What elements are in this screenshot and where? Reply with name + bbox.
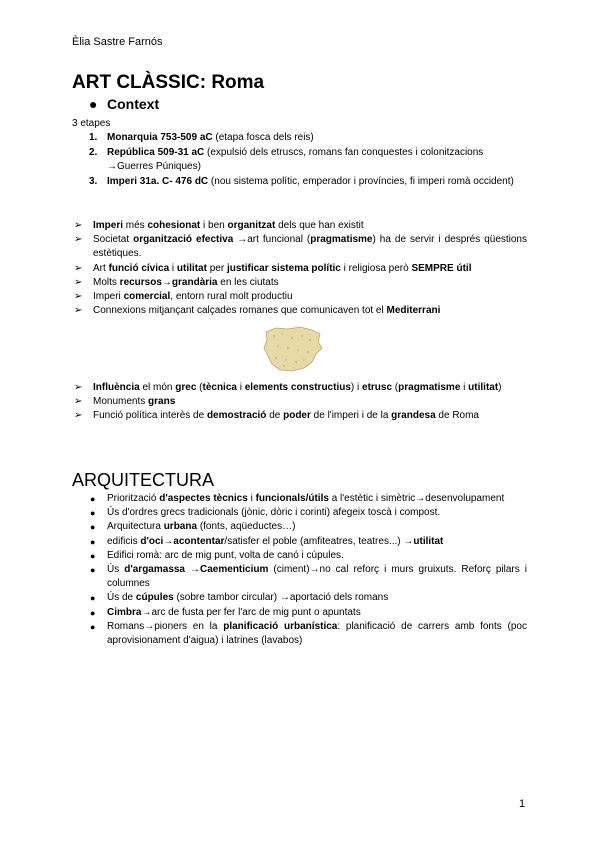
bold-text: grec	[175, 382, 197, 393]
text: Ús d'ordres grecs tradicionals (jònic, dòric i corinti) afegeix toscà i compost.	[107, 507, 441, 519]
list-item	[90, 535, 527, 549]
arrow-bullet-icon: ➢	[74, 305, 83, 317]
bold-text: grandesa	[391, 410, 436, 422]
bold-text: grans	[148, 396, 176, 408]
text: Imperi	[93, 291, 124, 303]
list-number: 2.	[89, 147, 98, 158]
text: Societat	[93, 234, 134, 246]
text: el món	[139, 382, 176, 393]
period-name: República 509-31 aC	[107, 147, 205, 158]
bold-text: recursos→grandària	[119, 276, 218, 288]
bullet-icon: ●	[90, 536, 96, 547]
bold-text: demostració	[206, 410, 267, 422]
text: →art funcional (	[233, 234, 311, 246]
text: Connexions mitjançant calçades romanes que comunicaven tot el	[93, 305, 387, 317]
periods-list	[89, 131, 527, 190]
bold-text: SEMPRE útil	[411, 262, 472, 274]
text: de	[266, 410, 284, 422]
list-item	[74, 409, 527, 423]
arrow-bullet-icon: ➢	[74, 276, 83, 288]
bold-text: Influència	[93, 382, 140, 393]
bold-text: tècnica	[202, 382, 237, 393]
arrow-bullet-icon: ➢	[74, 220, 83, 231]
list-item	[74, 276, 527, 290]
period-item	[89, 175, 527, 189]
text: a l'estètic i simètric→desenvolupament	[328, 493, 505, 504]
bullet-icon: ●	[90, 494, 96, 504]
list-item	[90, 591, 527, 605]
list-item	[74, 304, 527, 318]
bold-text: pragmatisme	[310, 234, 373, 246]
bold-text: funció cívica	[108, 262, 170, 274]
bold-text: utilitat	[413, 535, 444, 547]
bullet-icon: ●	[90, 565, 96, 576]
bullet-icon: ●	[90, 550, 96, 561]
list-item	[90, 492, 527, 506]
period-description: (nou sistema polític, emperador i províncies, fi imperi romà occident)	[208, 176, 514, 187]
page-title: ART CLÀSSIC: Roma	[72, 72, 265, 93]
arrow-bullet-icon: ➢	[74, 234, 83, 246]
text: : planificació de carrers amb fonts (poc aprovisionament d'aigua) i latrines (lavabos)	[107, 620, 527, 647]
list-item	[90, 563, 527, 591]
text: Molts	[93, 276, 120, 288]
text: i	[460, 382, 469, 393]
list-item	[90, 606, 527, 620]
text: i religiosa però	[340, 262, 412, 274]
bullet-icon: ●	[90, 522, 96, 533]
list-item	[90, 620, 527, 648]
text: (	[196, 382, 203, 393]
bold-text: etrusc	[362, 382, 393, 393]
text: i	[247, 493, 256, 504]
list-item	[74, 262, 527, 276]
list-item	[90, 549, 527, 563]
text: Monuments	[93, 396, 149, 408]
text: i	[236, 382, 245, 393]
context-points-list-2	[74, 381, 527, 424]
text: de l'imperi i de la	[310, 410, 392, 422]
iberia-map-image	[262, 324, 324, 374]
bold-text: urbana	[163, 521, 198, 533]
list-number: 3.	[89, 176, 98, 187]
text: per	[206, 262, 227, 274]
text: (ciment)→no cal reforç i murs gruixuts. Reforç pilars i columnes	[107, 564, 527, 590]
text: ) ha de servir i després qüestions estètiques.	[93, 234, 527, 260]
bold-text: Imperi	[93, 220, 124, 231]
bold-text: organitzat	[227, 220, 276, 231]
bold-text: d'aspectes tècnics	[159, 493, 248, 504]
text: Edifici romà: arc de mig punt, volta de canó i cúpules.	[107, 549, 344, 561]
context-heading-label: Context	[107, 96, 160, 112]
bold-text: Mediterrani	[386, 305, 441, 317]
list-item	[74, 395, 527, 409]
arrow-bullet-icon: ➢	[74, 262, 83, 274]
bold-text: poder	[283, 410, 311, 422]
text: /satisfer el poble (amfiteatres, teatres...) →	[224, 535, 414, 547]
bold-text: comercial	[123, 291, 171, 303]
text: (sobre tambor circular) →aportació dels romans	[173, 592, 389, 604]
bold-text: d'argamassa →Caementicium	[124, 564, 269, 576]
text: (fonts, aqüeductes…)	[197, 521, 296, 533]
bold-text: planificació urbanística	[223, 620, 338, 632]
text: )	[498, 382, 502, 393]
page-number: 1	[519, 798, 526, 810]
list-item	[74, 290, 527, 304]
bullet-icon: ●	[89, 96, 98, 112]
arrow-bullet-icon: ➢	[74, 396, 83, 408]
list-item	[74, 219, 527, 233]
bold-text: Cimbra	[107, 606, 142, 618]
bold-text: justificar sistema polític	[226, 262, 341, 274]
architecture-points-list	[90, 492, 527, 648]
period-name: Monarquia 753-509 aC	[107, 132, 213, 143]
list-number: 1.	[89, 132, 98, 143]
text: Art	[93, 262, 109, 274]
arrow-bullet-icon: ➢	[74, 291, 83, 303]
text: de Roma	[435, 410, 479, 422]
architecture-heading: ARQUITECTURA	[72, 470, 215, 490]
list-item	[74, 233, 527, 261]
iberia-map-shape	[264, 327, 322, 371]
period-item	[89, 131, 527, 145]
text: (	[392, 382, 399, 393]
bold-text: d'oci→acontentar	[140, 535, 225, 547]
text: Funció política interès de	[93, 410, 207, 422]
text: més	[123, 220, 148, 231]
bullet-icon: ●	[90, 593, 96, 604]
context-points-list	[74, 219, 527, 318]
period-name: Imperi 31a. C- 476 dC	[107, 176, 209, 187]
context-heading	[89, 96, 159, 112]
text: →arc de fusta per fer l'arc de mig punt o apuntats	[141, 606, 361, 618]
text: edificis	[107, 535, 141, 547]
text: ) i	[350, 382, 363, 393]
period-description: (expulsió dels etruscs, romans fan conquestes i colonitzacions →Guerres Púniques)	[107, 147, 484, 172]
bullet-icon: ●	[90, 607, 96, 618]
arrow-bullet-icon: ➢	[74, 382, 83, 393]
bullet-icon: ●	[90, 621, 96, 632]
text: i	[169, 262, 177, 274]
text: Priorització	[107, 493, 160, 504]
arrow-bullet-icon: ➢	[74, 410, 83, 422]
text: Ús de	[107, 592, 136, 604]
text: en les ciutats	[217, 276, 279, 288]
bold-text: organització efectiva	[133, 234, 234, 246]
list-item	[74, 381, 527, 395]
bold-text: pragmatisme	[398, 382, 461, 393]
author-name: Èlia Sastre Farnós	[72, 36, 163, 48]
list-item	[90, 506, 527, 520]
list-item	[90, 520, 527, 534]
bold-text: elements constructius	[244, 382, 351, 393]
bullet-icon: ●	[90, 508, 96, 519]
text: dels que han existit	[275, 220, 364, 231]
period-item	[89, 146, 527, 174]
text: Romans→pioners en la	[107, 620, 224, 632]
bold-text: cohesionat	[147, 220, 201, 231]
period-description: (etapa fosca dels reis)	[212, 132, 314, 143]
text: i ben	[200, 220, 228, 231]
bold-text: utilitat	[468, 382, 499, 393]
text: , entorn rural molt productiu	[170, 291, 293, 303]
bold-text: funcionals/útils	[255, 493, 329, 504]
etapes-label: 3 etapes	[72, 118, 111, 129]
bold-text: utilitat	[176, 262, 207, 274]
text: Arquitectura	[107, 521, 164, 533]
bold-text: cúpules	[135, 592, 174, 604]
text: Ús	[107, 564, 125, 576]
